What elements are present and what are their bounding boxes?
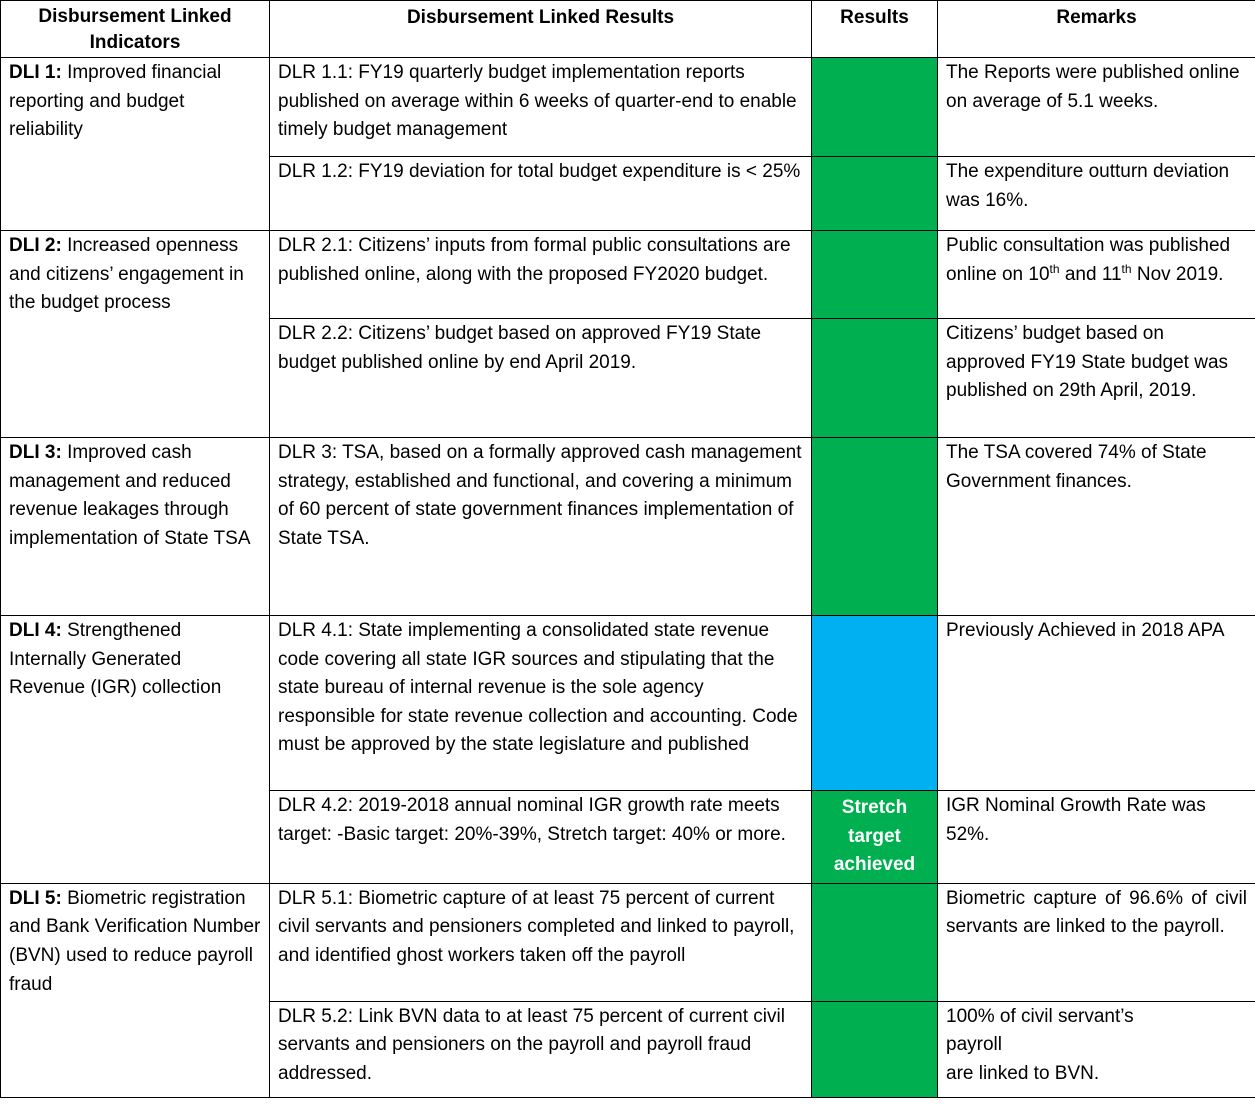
dlr-3-remark: The TSA covered 74% of State Government finances. (938, 438, 1255, 616)
dli-5-cell (1, 883, 270, 1097)
dlr-5-2-text: DLR 5.2: Link BVN data to at least 75 percent of current civil servants and pensioners on the payroll and payroll fraud addressed. (270, 1001, 812, 1097)
dli-3-cell (1, 438, 270, 616)
dli-3-label: DLI 3: (9, 442, 62, 463)
dlr-3-text: DLR 3: TSA, based on a formally approved cash management strategy, established and functional, and covering a minimum of 60 percent of state government finances implementation of State TSA. (270, 438, 812, 616)
dlr-1-2-result (812, 157, 938, 231)
header-remarks: Remarks (938, 1, 1255, 58)
dlr-1-1-result (812, 58, 938, 157)
table-row (1, 438, 1255, 616)
table-row (1, 231, 1255, 319)
dli-1-text: Improved financial reporting and budget reliability (9, 62, 222, 141)
dli-4-label: DLI 4: (9, 620, 62, 641)
remark-text: Nov 2019. (1131, 263, 1224, 285)
dlr-3-result (812, 438, 938, 616)
dlr-5-1-text: DLR 5.1: Biometric capture of at least 75 percent of current civil servants and pensioners completed and linked to payroll, and identified ghost workers taken off the payroll (270, 883, 812, 1001)
dlr-5-1-result (812, 883, 938, 1001)
table-row (1, 883, 1255, 1001)
stretch-target-label: Stretch target achieved (833, 797, 916, 876)
dlr-5-2-remark (938, 1001, 1255, 1097)
dlr-4-2-remark: IGR Nominal Growth Rate was 52%. (938, 791, 1255, 884)
header-indicators: Disbursement Linked Indicators (1, 1, 270, 58)
dlr-1-1-remark: The Reports were published online on average of 5.1 weeks. (938, 58, 1255, 157)
remark-line: payroll (946, 1034, 1002, 1056)
dlr-5-1-remark: Biometric capture of 96.6% of civil servants are linked to the payroll. (938, 883, 1255, 1001)
dli-2-text: Increased openness and citizens’ engagement in the budget process (9, 235, 244, 314)
remark-text: and 11 (1059, 263, 1122, 285)
remark-superscript: th (1049, 261, 1060, 276)
dli-1-label: DLI 1: (9, 62, 62, 83)
dlr-2-2-remark: Citizens’ budget based on approved FY19 State budget was published on 29th April, 2019. (938, 319, 1255, 438)
remark-superscript: th (1121, 261, 1132, 276)
dlr-1-2-text: DLR 1.2: FY19 deviation for total budget expenditure is < 25% (270, 157, 812, 231)
dlr-4-1-remark: Previously Achieved in 2018 APA (938, 616, 1255, 791)
remark-text: Public consultation was published online on 10 (946, 235, 1231, 285)
header-results-linked: Disbursement Linked Results (270, 1, 812, 58)
dlr-4-1-result (812, 616, 938, 791)
remark-line: are linked to BVN. (946, 1062, 1100, 1084)
dlr-1-2-remark: The expenditure outturn deviation was 16%. (938, 157, 1255, 231)
remark-line: 100% of civil servant’s (946, 1005, 1134, 1027)
dlr-4-1-text: DLR 4.1: State implementing a consolidated state revenue code covering all state IGR sources and stipulating that the state bureau of internal revenue is the sole agency responsible for state revenue collection and accounting. Code must be approved by the state legislature and published (270, 616, 812, 791)
dli-5-text: Biometric registration and Bank Verification Number (BVN) used to reduce payroll fraud (9, 887, 261, 995)
dli-2-label: DLI 2: (9, 235, 62, 256)
dli-4-text: Strengthened Internally Generated Revenue (IGR) collection (9, 620, 222, 699)
dlr-4-2-text: DLR 4.2: 2019-2018 annual nominal IGR growth rate meets target: -Basic target: 20%-39%, Stretch target: 40% or more. (270, 791, 812, 884)
dlr-5-2-result (812, 1001, 938, 1097)
dlr-2-1-remark (938, 231, 1255, 319)
header-results: Results (812, 1, 938, 58)
dlr-2-2-result (812, 319, 938, 438)
dlr-1-1-text: DLR 1.1: FY19 quarterly budget implementation reports published on average within 6 weeks of quarter-end to enable timely budget management (270, 58, 812, 157)
dlr-4-2-result (812, 791, 938, 884)
table-header-row (1, 1, 1255, 58)
dli-3-text: Improved cash management and reduced revenue leakages through implementation of State TSA (9, 442, 251, 549)
dli-4-cell (1, 616, 270, 884)
table-row (1, 58, 1255, 157)
table-row (1, 616, 1255, 791)
dli-5-label: DLI 5: (9, 887, 62, 909)
dlr-2-1-text: DLR 2.1: Citizens’ inputs from formal public consultations are published online, along with the proposed FY2020 budget. (270, 231, 812, 319)
dlr-2-2-text: DLR 2.2: Citizens’ budget based on approved FY19 State budget published online by end April 2019. (270, 319, 812, 438)
dlr-2-1-result (812, 231, 938, 319)
dli-1-cell (1, 58, 270, 231)
dli-2-cell (1, 231, 270, 438)
